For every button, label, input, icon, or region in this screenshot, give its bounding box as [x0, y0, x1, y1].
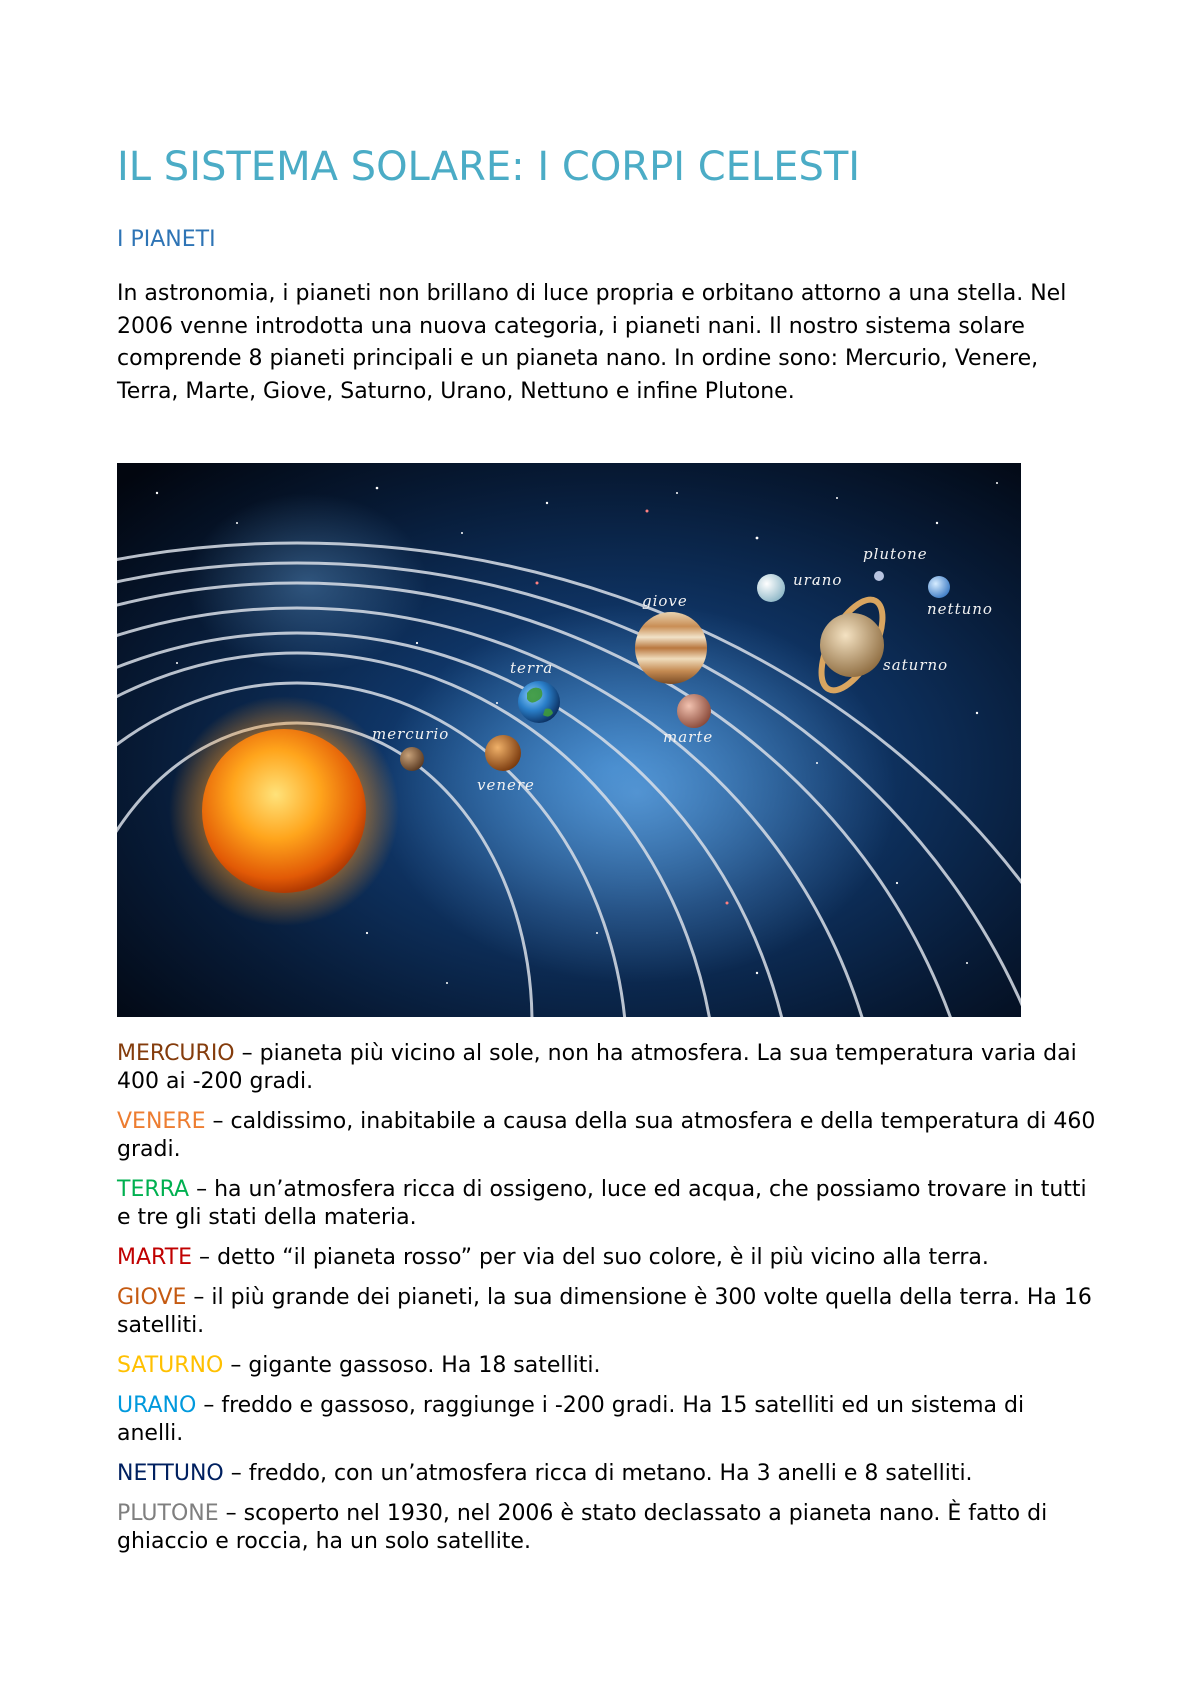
- planet-name: GIOVE: [117, 1285, 187, 1310]
- label-nettuno: nettuno: [927, 600, 993, 618]
- planet-giove: [635, 612, 707, 684]
- planet-plutone: [874, 571, 884, 581]
- dash-separator: –: [223, 1461, 249, 1486]
- planet-description: scoperto nel 1930, nel 2006 è stato declassato a pianeta nano. È fatto di ghiaccio e roccia, ha un solo satellite.: [117, 1501, 1048, 1554]
- planet-entry-mercurio: [117, 1040, 1097, 1096]
- intro-paragraph: In astronomia, i pianeti non brillano di luce propria e orbitano attorno a una stella. Nel 2006 venne introdotta una nuova categoria, i pianeti nani. Il nostro sistema solare comprende 8 pianeti principali e un pianeta nano. In ordine sono: Mercurio, Venere, Terra, Marte, Giove, Saturno, Urano, Nettuno e infine Plutone.: [117, 281, 1067, 404]
- label-urano: urano: [793, 571, 843, 589]
- label-plutone: plutone: [863, 545, 928, 563]
- planet-mercurio: [400, 747, 424, 771]
- sun: [202, 729, 366, 893]
- planet-urano: [757, 574, 785, 602]
- planet-entry-giove: [117, 1284, 1097, 1340]
- planet-description: gigante gassoso. Ha 18 satelliti.: [248, 1353, 601, 1378]
- planet-entry-venere: [117, 1108, 1097, 1164]
- planet-entry-saturno: [117, 1352, 1097, 1380]
- planet-saturno: [820, 613, 884, 677]
- page-title: IL SISTEMA SOLARE: I CORPI CELESTI: [117, 144, 861, 190]
- planet-entry-urano: [117, 1392, 1097, 1448]
- planet-marte: [677, 694, 711, 728]
- dash-separator: –: [186, 1285, 212, 1310]
- dash-separator: –: [234, 1041, 260, 1066]
- planet-name: TERRA: [117, 1177, 190, 1202]
- section-heading: I PIANETI: [117, 227, 216, 252]
- solar-system-illustration: [117, 463, 1021, 1017]
- label-terra: terra: [510, 659, 554, 677]
- label-marte: marte: [663, 728, 714, 746]
- dash-separator: –: [218, 1501, 244, 1526]
- planet-venere: [485, 735, 521, 771]
- label-giove: giove: [642, 592, 688, 610]
- planet-entry-nettuno: [117, 1460, 1097, 1488]
- planet-entry-plutone: [117, 1500, 1097, 1556]
- planet-description: il più grande dei pianeti, la sua dimensione è 300 volte quella della terra. Ha 16 satelliti.: [117, 1285, 1092, 1338]
- planet-entry-terra: [117, 1176, 1097, 1232]
- planet-name: NETTUNO: [117, 1461, 224, 1486]
- planet-name: MERCURIO: [117, 1041, 235, 1066]
- planet-description: ha un’atmosfera ricca di ossigeno, luce ed acqua, che possiamo trovare in tutti e tre gli stati della materia.: [117, 1177, 1087, 1230]
- planet-name: PLUTONE: [117, 1501, 219, 1526]
- planet-name: MARTE: [117, 1245, 193, 1270]
- dash-separator: –: [189, 1177, 215, 1202]
- dash-separator: –: [205, 1109, 231, 1134]
- planet-description: caldissimo, inabitabile a causa della sua atmosfera e della temperatura di 460 gradi.: [117, 1109, 1096, 1162]
- planet-description: freddo, con un’atmosfera ricca di metano. Ha 3 anelli e 8 satelliti.: [248, 1461, 973, 1486]
- planet-name: URANO: [117, 1393, 197, 1418]
- dash-separator: –: [192, 1245, 218, 1270]
- planet-entry-marte: [117, 1244, 1097, 1272]
- planet-name: VENERE: [117, 1109, 206, 1134]
- dash-separator: –: [223, 1353, 249, 1378]
- planet-descriptions: [117, 1040, 1097, 1568]
- planet-description: freddo e gassoso, raggiunge i -200 gradi. Ha 15 satelliti ed un sistema di anelli.: [117, 1393, 1025, 1446]
- planet-nettuno: [928, 576, 950, 598]
- label-venere: venere: [477, 776, 535, 794]
- planet-terra: [518, 681, 560, 723]
- label-saturno: saturno: [883, 656, 949, 674]
- planet-name: SATURNO: [117, 1353, 224, 1378]
- planet-description: detto “il pianeta rosso” per via del suo colore, è il più vicino alla terra.: [217, 1245, 989, 1270]
- label-mercurio: mercurio: [372, 725, 450, 743]
- dash-separator: –: [196, 1393, 222, 1418]
- planet-description: pianeta più vicino al sole, non ha atmosfera. La sua temperatura varia dai 400 ai -200 gradi.: [117, 1041, 1077, 1094]
